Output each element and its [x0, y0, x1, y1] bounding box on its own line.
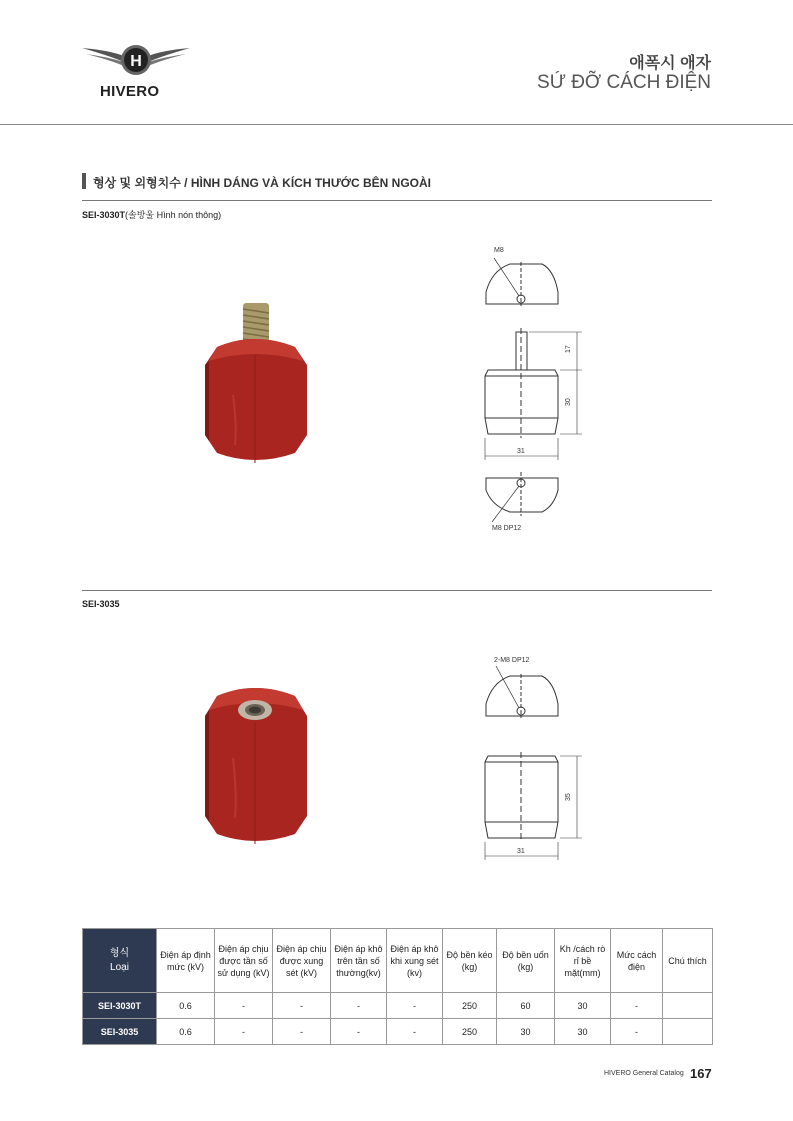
section-divider: [82, 200, 712, 201]
dim-3035-height: 35: [565, 793, 572, 801]
header-lightning-withstand: Điện áp chịu được xung sét (kV): [273, 929, 331, 993]
type-label-vietnamese: Loại: [110, 961, 129, 973]
brand-name: HIVERO: [100, 83, 160, 100]
table-cell: [663, 993, 713, 1019]
page-title-korean: 애폭시 애자: [629, 55, 711, 72]
table-cell: -: [331, 993, 387, 1019]
product-1-heading: [82, 208, 221, 221]
table-cell: 250: [443, 1019, 497, 1045]
table-row: [83, 1019, 713, 1045]
header-dry-lightning: Điện áp khô khi xung sét (kv): [387, 929, 443, 993]
page-title-vietnamese: SỨ ĐỠ CÁCH ĐIỆN: [537, 72, 711, 93]
table-cell: -: [611, 1019, 663, 1045]
table-row: [83, 993, 713, 1019]
page-number: 167: [690, 1066, 712, 1081]
type-column-header: [83, 929, 157, 993]
spec-table: [82, 928, 713, 1045]
svg-text:H: H: [130, 53, 142, 70]
dim-3030t-stud: 17: [565, 345, 572, 353]
table-cell: -: [611, 993, 663, 1019]
section-title: 형상 및 외형치수 / HÌNH DÁNG VÀ KÍCH THƯỚC BÊN NGOÀI: [93, 176, 432, 190]
row-model: SEI-3030T: [83, 993, 157, 1019]
dim-3030t-bottom-label: M8 DP12: [492, 525, 522, 532]
product-1-model: SEI-3030T: [82, 210, 126, 220]
table-cell: -: [215, 1019, 273, 1045]
table-cell: -: [215, 993, 273, 1019]
row-model: SEI-3035: [83, 1019, 157, 1045]
header-rated-voltage: Điện áp định mức (kV): [157, 929, 215, 993]
dim-3035-top-label: 2-M8 DP12: [494, 657, 530, 664]
dim-3035-width: 31: [517, 848, 525, 855]
sei-3035-dimension-drawing: [470, 650, 590, 865]
header-notes: Chú thích: [663, 929, 713, 993]
header-divider: [0, 124, 793, 125]
table-cell: [663, 1019, 713, 1045]
sei-3030t-photo: [195, 295, 320, 470]
type-label-korean: 형식: [109, 947, 130, 959]
section-marker: [82, 173, 86, 189]
table-cell: -: [273, 993, 331, 1019]
header-insulation-level: Mức cách điện: [611, 929, 663, 993]
table-cell: 0.6: [157, 993, 215, 1019]
product-1-note: (솔방울 Hình nón thông): [125, 210, 222, 220]
footer-catalog: HIVERO General Catalog: [604, 1070, 684, 1077]
sei-3030t-dimension-drawing: [470, 240, 590, 540]
table-cell: -: [387, 993, 443, 1019]
sei-3035-photo: [195, 678, 320, 848]
dim-3030t-top-label: M8: [494, 247, 504, 254]
product-divider: [82, 590, 712, 591]
header-tensile-strength: Độ bền kéo (kg): [443, 929, 497, 993]
table-cell: -: [387, 1019, 443, 1045]
table-cell: -: [273, 1019, 331, 1045]
table-cell: 250: [443, 993, 497, 1019]
product-2-heading: [82, 599, 120, 609]
table-cell: 30: [555, 1019, 611, 1045]
product-2-model: SEI-3035: [82, 599, 120, 609]
dim-3030t-height: 30: [565, 398, 572, 406]
table-cell: 0.6: [157, 1019, 215, 1045]
header-dry-power-freq: Điện áp khô trên tần số thường(kv): [331, 929, 387, 993]
table-cell: 60: [497, 993, 555, 1019]
header-power-freq-withstand: Điện áp chịu được tần số sử dụng (kV): [215, 929, 273, 993]
table-cell: 30: [555, 993, 611, 1019]
dim-3030t-width: 31: [517, 448, 525, 455]
header-creepage-distance: Kh /cách rò rỉ bề mặt(mm): [555, 929, 611, 993]
header-bending-strength: Độ bền uốn (kg): [497, 929, 555, 993]
table-cell: 30: [497, 1019, 555, 1045]
table-cell: -: [331, 1019, 387, 1045]
